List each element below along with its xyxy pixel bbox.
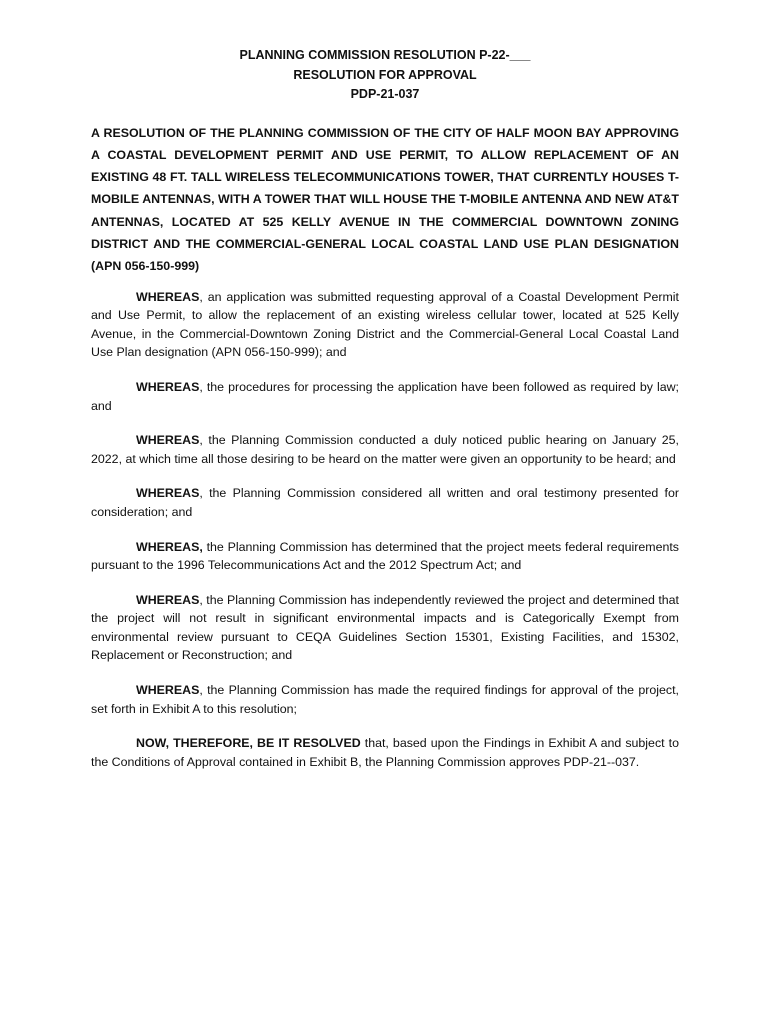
paragraph-lead: WHEREAS — [136, 289, 200, 304]
whereas-paragraph-3 — [91, 431, 679, 468]
whereas-paragraph-1 — [91, 288, 679, 362]
whereas-paragraph-5 — [91, 538, 679, 575]
paragraph-lead: WHEREAS — [136, 486, 200, 501]
paragraph-text: , the Planning Commission considered all written and oral testimony presented for consideration; and — [91, 486, 679, 519]
whereas-paragraph-6 — [91, 591, 679, 665]
document-page — [91, 46, 679, 771]
whereas-paragraph-2 — [91, 378, 679, 415]
whereas-paragraph-7 — [91, 681, 679, 718]
paragraph-lead: WHEREAS, — [136, 539, 203, 554]
paragraph-text: , the procedures for processing the application have been followed as required by law; and — [91, 379, 679, 413]
paragraph-text: that, based upon the Findings in Exhibit A and subject to the Conditions of Approval contained in Exhibit B, the Planning Commission approves PDP-21--037. — [91, 736, 679, 769]
paragraph-lead: WHEREAS — [136, 592, 200, 607]
paragraph-text: , an application was submitted requesting approval of a Coastal Development Permit and Use Permit, to allow the replacement of an existing wireless cellular tower, located at 525 Kelly Avenue, in the Commercial-Downtown Zoning District and the Commercial-General Local Coastal Land Use Plan designation (APN 056-150-999); and — [91, 289, 679, 360]
resolved-paragraph — [91, 734, 679, 771]
paragraph-text: the Planning Commission has determined that the project meets federal requirements pursuant to the 1996 Telecommunications Act and the 2012 Spectrum Act; and — [91, 539, 679, 573]
paragraph-lead: WHEREAS — [136, 683, 200, 698]
paragraph-text: , the Planning Commission conducted a duly noticed public hearing on January 25, 2022, at which time all those desiring to be heard on the matter were given an opportunity to be heard; and — [91, 433, 679, 466]
paragraph-lead: WHEREAS — [136, 433, 200, 448]
paragraph-lead: WHEREAS — [136, 379, 200, 394]
resolution-number: PLANNING COMMISSION RESOLUTION P-22-___ — [239, 48, 531, 62]
resolution-type: RESOLUTION FOR APPROVAL — [293, 67, 477, 82]
document-header — [91, 46, 679, 105]
paragraph-text: , the Planning Commission has made the required findings for approval of the project, set forth in Exhibit A to this resolution; — [91, 683, 679, 716]
permit-number: PDP-21-037 — [350, 87, 420, 101]
paragraph-lead: NOW, THEREFORE, BE IT RESOLVED — [136, 736, 361, 751]
whereas-paragraph-4 — [91, 484, 679, 521]
paragraph-text: , the Planning Commission has independently reviewed the project and determined that the project will not result in significant environmental impacts and is Categorically Exempt from environmental review pursuant to CEQA Guidelines Section 15301, Existing Facilities, and 15302, Replacement or Reconstruction; and — [91, 592, 679, 663]
resolution-title: A RESOLUTION OF THE PLANNING COMMISSION OF THE CITY OF HALF MOON BAY APPROVING A COASTAL DEVELOPMENT PERMIT AND USE PERMIT, TO ALLOW REPLACEMENT OF AN EXISTING 48 FT. TALL WIRELESS TELECOMMUNICATIONS TOWER, THAT CURRENTLY HOUSES T-MOBILE ANTENNAS, WITH A TOWER THAT WILL HOUSE THE T-MOBILE ANTENNA AND NEW AT&T ANTENNAS, LOCATED AT 525 KELLY AVENUE IN THE COMMERCIAL DOWNTOWN ZONING DISTRICT AND THE COMMERCIAL-GENERAL LOCAL COASTAL LAND USE PLAN DESIGNATION (APN 056-150-999) — [91, 125, 679, 274]
